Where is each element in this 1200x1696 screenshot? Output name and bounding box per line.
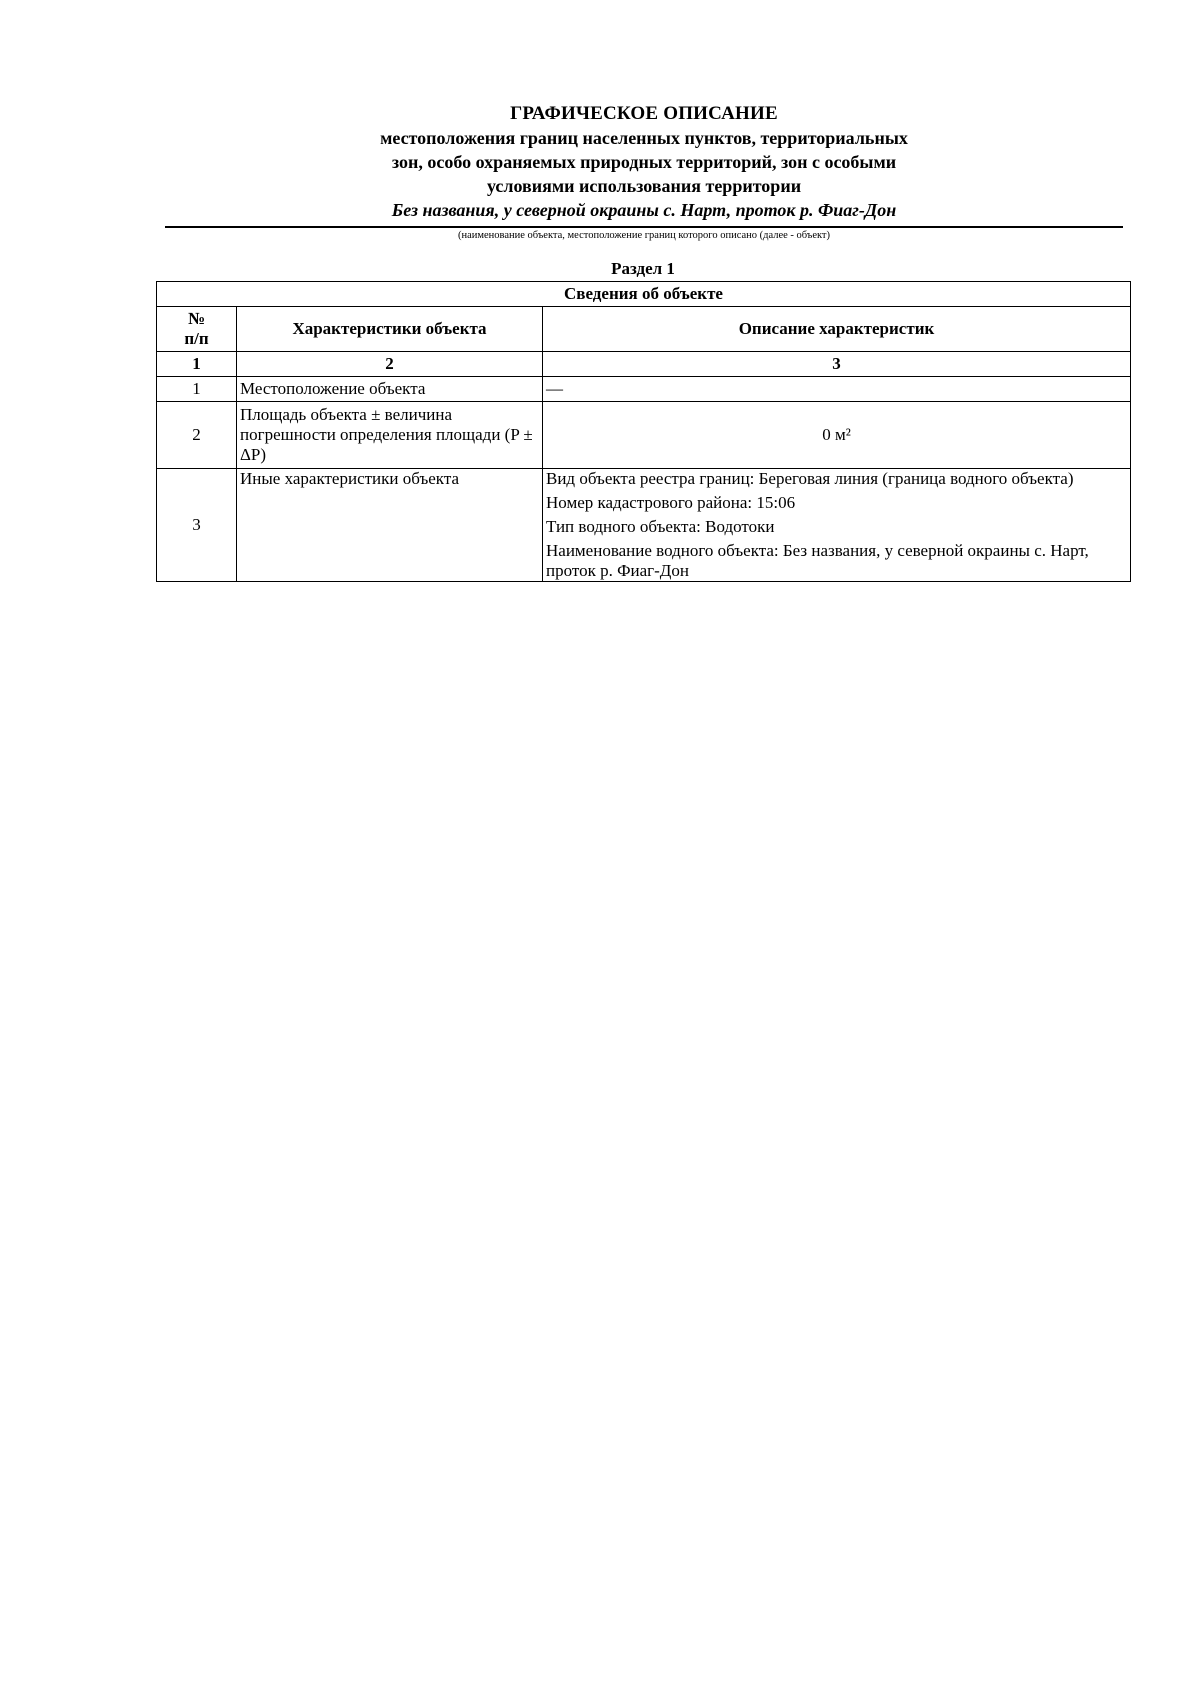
document-title: ГРАФИЧЕСКОЕ ОПИСАНИЕ (510, 103, 778, 124)
description-line: Тип водного объекта: Водотоки (546, 517, 775, 536)
column-index-1: 1 (157, 352, 237, 377)
document-subtitle-line-2: зон, особо охраняемых природных территорий, зон с особыми (391, 152, 897, 172)
row-characteristic: Площадь объекта ± величина погрешности определения площади (P ± ΔP) (237, 402, 543, 469)
row-description: — (543, 377, 1131, 402)
object-name-underline (165, 226, 1123, 228)
section-title: Раздел 1 (611, 259, 675, 278)
row-characteristic: Иные характеристики объекта (237, 469, 543, 582)
column-header-num-line-1: № (187, 309, 206, 328)
row-number: 3 (157, 469, 237, 582)
row-characteristic: Местоположение объекта (237, 377, 543, 402)
row-number: 1 (157, 377, 237, 402)
table-header-row (157, 307, 1131, 352)
document-header (165, 102, 1123, 222)
column-header-num-line-2: п/п (184, 329, 209, 348)
table-caption-row (157, 282, 1131, 307)
table-row (157, 402, 1131, 469)
row-number: 2 (157, 402, 237, 469)
description-line: Вид объекта реестра границ: Береговая линия (граница водного объекта) (546, 469, 1074, 488)
object-info-table (156, 281, 1131, 582)
object-name-caption: (наименование объекта, местоположение границ которого описано (далее - объект) (457, 230, 831, 241)
column-index-row (157, 352, 1131, 377)
column-header-characteristics: Характеристики объекта (237, 307, 543, 352)
table-row (157, 469, 1131, 582)
column-header-description: Описание характеристик (543, 307, 1131, 352)
document-subtitle-line-1: местоположения границ населенных пунктов, территориальных (380, 128, 908, 148)
object-name: Без названия, у северной окраины с. Нарт, проток р. Фиаг-Дон (391, 200, 897, 220)
description-line: Наименование водного объекта: Без названия, у северной окраины с. Нарт, проток р. Фиаг-Дон (546, 541, 1089, 580)
description-line: Номер кадастрового района: 15:06 (546, 493, 796, 512)
row-description (543, 469, 1131, 582)
table-caption: Сведения об объекте (157, 282, 1131, 307)
table-row (157, 377, 1131, 402)
column-header-num (157, 307, 237, 352)
column-index-2: 2 (237, 352, 543, 377)
row-description: 0 м² (543, 402, 1131, 469)
column-index-3: 3 (543, 352, 1131, 377)
document-subtitle-line-3: условиями использования территории (486, 176, 802, 196)
